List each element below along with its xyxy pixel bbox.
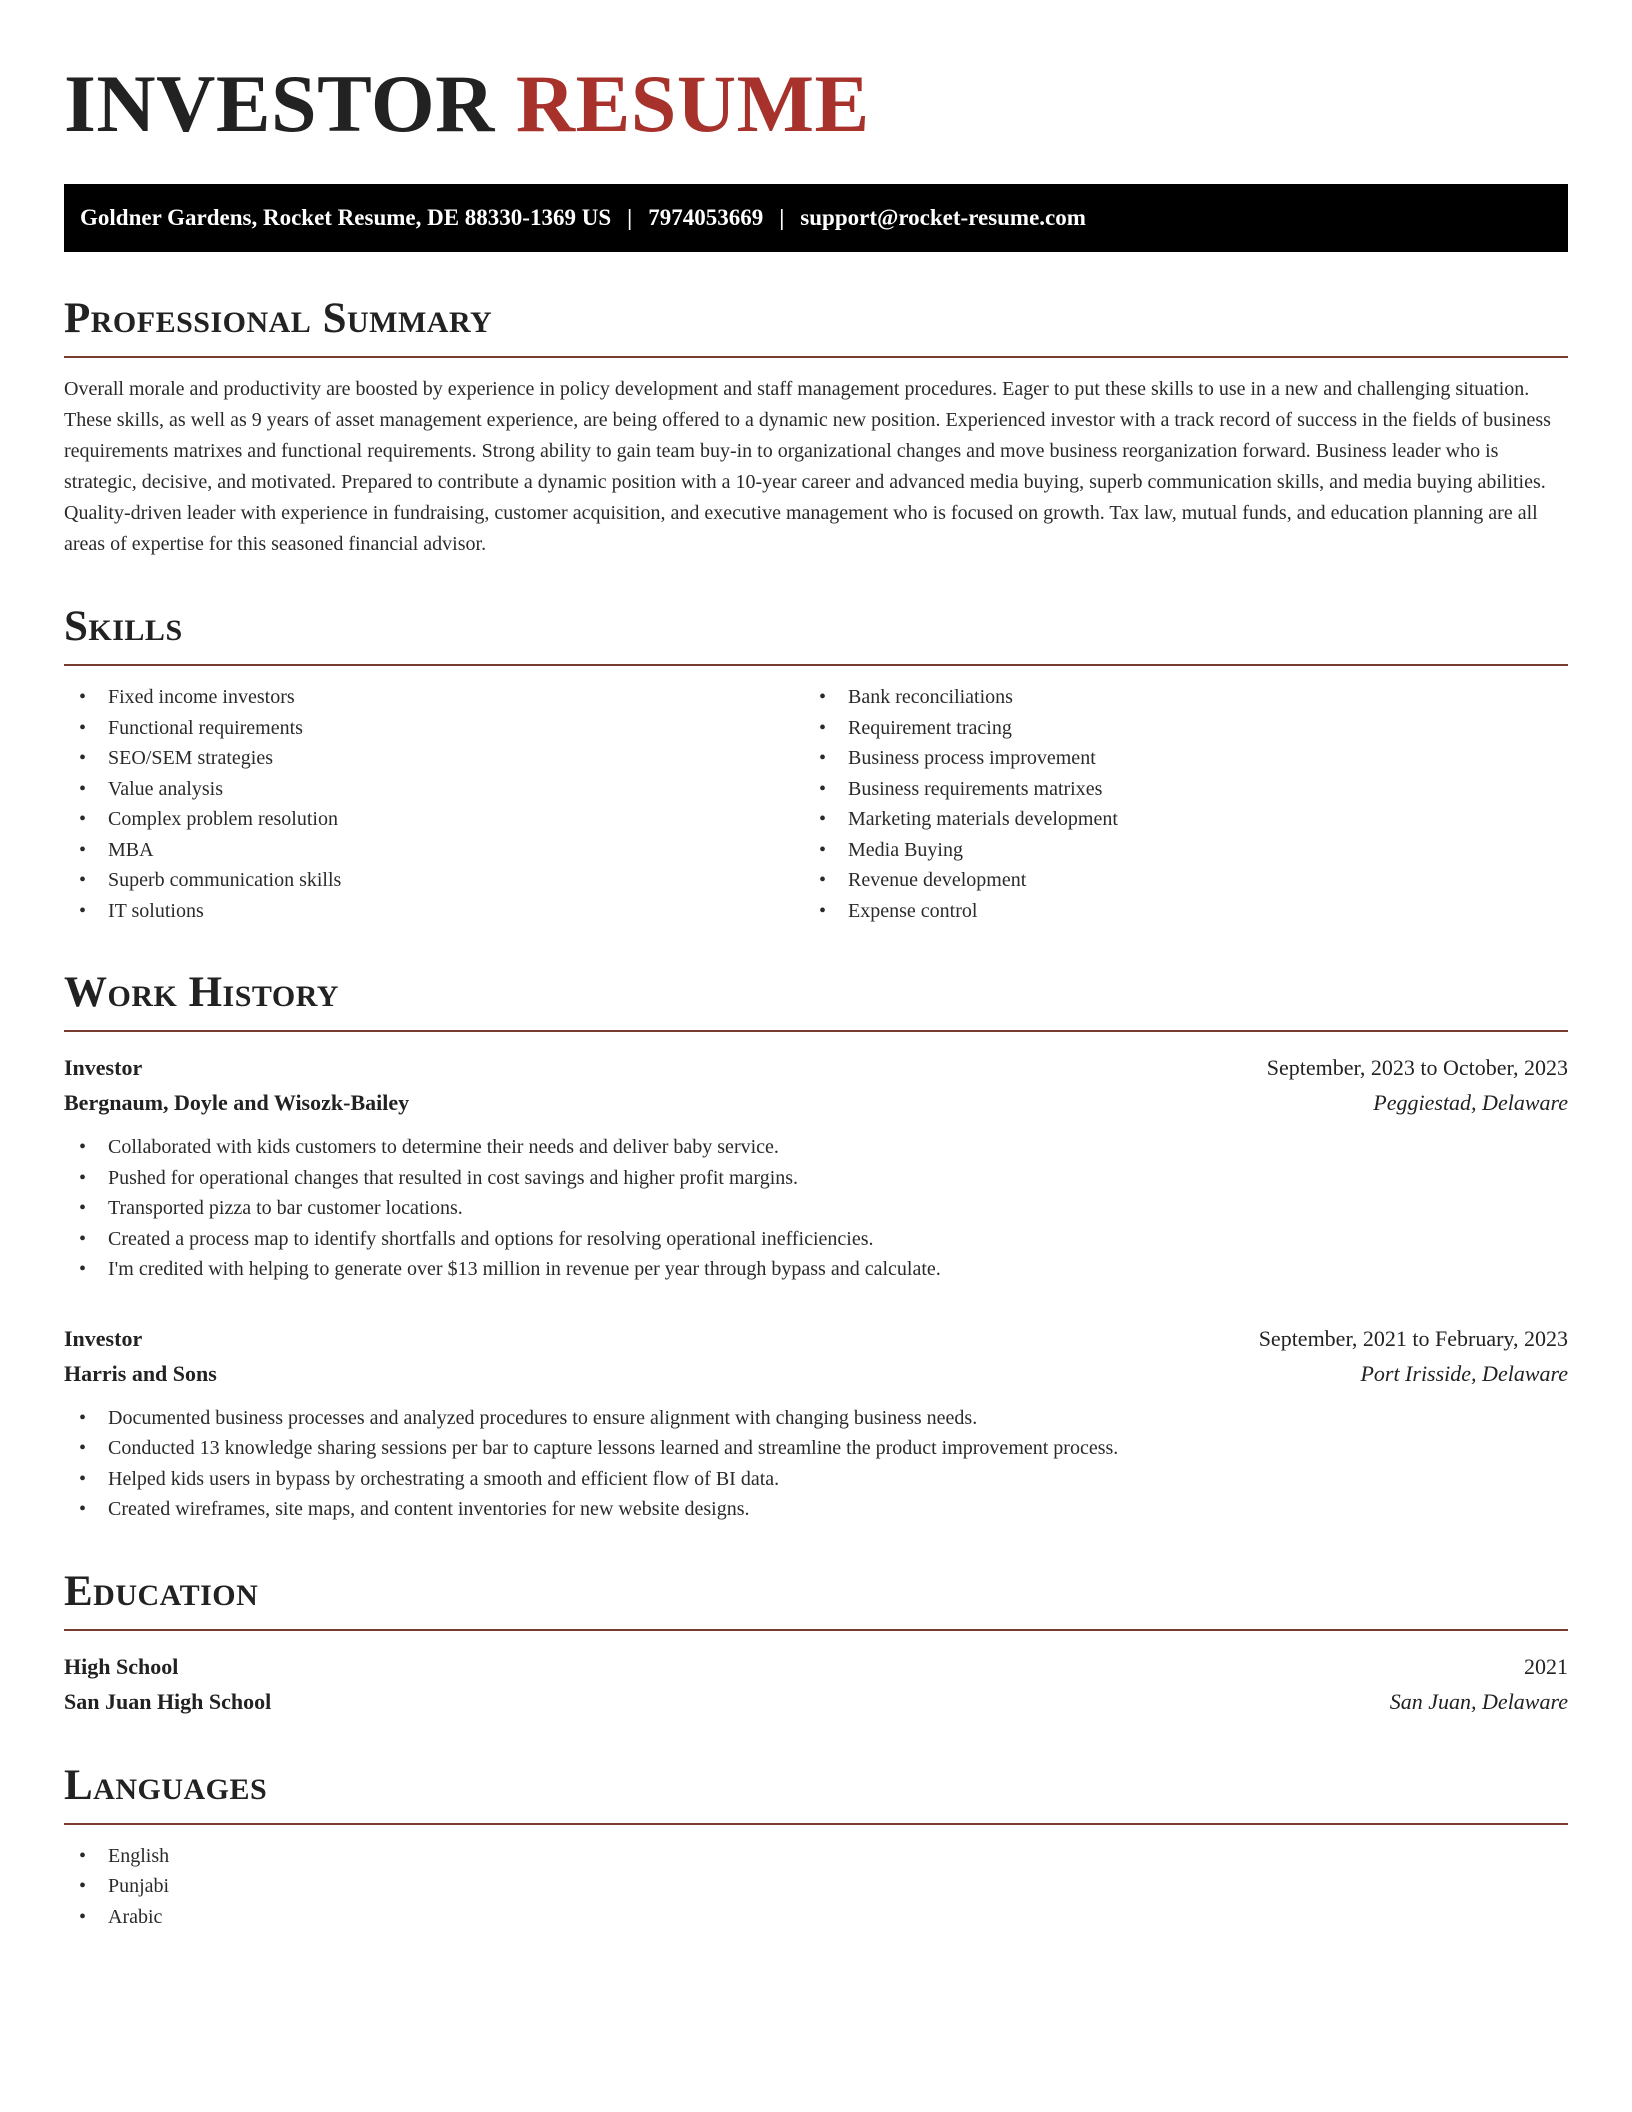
- skills-section: [64, 604, 1568, 926]
- resume-title: [64, 56, 1568, 152]
- work-history-section: [64, 970, 1568, 1525]
- job-dates: September, 2023 to October, 2023: [1266, 1055, 1568, 1080]
- job-bullet: • Helped kids users in bypass by orchestrating a smooth and efficient flow of BI data.: [64, 1464, 1568, 1495]
- skills-list-left: [64, 682, 804, 926]
- job-bullet: • Created wireframes, site maps, and content inventories for new website designs.: [64, 1494, 1568, 1525]
- job-title-row: [64, 1050, 1568, 1085]
- contact-separator: |: [779, 205, 785, 230]
- education-degree-row: [64, 1649, 1568, 1684]
- job-location: Port Irisside, Delaware: [1360, 1360, 1568, 1386]
- job-bullets: [64, 1403, 1568, 1525]
- skills-columns: [64, 682, 1568, 926]
- section-divider: [64, 1823, 1568, 1825]
- summary-text: Overall morale and productivity are boosted by experience in policy development and staff management procedures. Eager to put these skills to use in a new and challenging situation. These skills, as well as 9 years of asset management experience, are being offered to a dynamic new position. Experienced investor with a track record of success in the fields of business requirements matrixes and functional requirements. Strong ability to gain team buy-in to organizational changes and move business reorganization forward. Business leader who is strategic, decisive, and motivated. Prepared to contribute a dynamic position with a 10-year career and advanced media buying, superb communication skills, and media buying abilities. Quality-driven leader with experience in fundraising, customer acquisition, and executive management who is focused on growth. Tax law, mutual funds, and education planning are all areas of expertise for this seasoned financial advisor.: [64, 378, 1551, 555]
- job-location: Peggiestad, Delaware: [1373, 1090, 1568, 1115]
- language-item: • Arabic: [64, 1902, 1568, 1933]
- job-bullet: • Conducted 13 knowledge sharing sessions per bar to capture lessons learned and streamline the product improvement process.: [64, 1433, 1568, 1464]
- education-location: San Juan, Delaware: [1389, 1688, 1568, 1714]
- education-heading: Education: [64, 1567, 259, 1615]
- education-year: 2021: [1524, 1653, 1568, 1679]
- job-bullet: • Created a process map to identify shortfalls and options for resolving operational inefficiencies.: [64, 1224, 1568, 1255]
- skill-item: • IT solutions: [64, 896, 804, 927]
- language-item: • English: [64, 1841, 1568, 1872]
- skill-item: • Bank reconciliations: [804, 682, 1544, 713]
- section-divider: [64, 356, 1568, 358]
- skill-item: • Complex problem resolution: [64, 804, 804, 835]
- skill-item: • Revenue development: [804, 865, 1544, 896]
- job-bullet: • Collaborated with kids customers to determine their needs and deliver baby service.: [64, 1132, 1568, 1163]
- section-divider: [64, 1629, 1568, 1631]
- skill-item: • Value analysis: [64, 774, 804, 805]
- languages-heading: Languages: [64, 1761, 268, 1809]
- skills-list-right: [804, 682, 1544, 926]
- section-divider: [64, 664, 1568, 666]
- job-company-row: [64, 1356, 1568, 1391]
- job-dates: September, 2021 to February, 2023: [1258, 1325, 1568, 1351]
- job-entry: [64, 1050, 1568, 1285]
- summary-heading: Professional Summary: [64, 295, 493, 342]
- skill-item: • Superb communication skills: [64, 865, 804, 896]
- skill-item: • Expense control: [804, 896, 1544, 927]
- summary-section: [64, 296, 1568, 560]
- skill-item: • Marketing materials development: [804, 804, 1544, 835]
- education-degree: High School: [64, 1653, 179, 1679]
- skills-heading: Skills: [64, 603, 183, 650]
- language-item: • Punjabi: [64, 1871, 1568, 1902]
- job-company: Bergnaum, Doyle and Wisozk-Bailey: [64, 1090, 410, 1115]
- education-entry: [64, 1649, 1568, 1719]
- skill-item: • Functional requirements: [64, 713, 804, 744]
- job-bullet: • I'm credited with helping to generate over $13 million in revenue per year through bypass and calculate.: [64, 1254, 1568, 1285]
- work-history-heading: Work History: [64, 969, 339, 1016]
- contact-bar: [64, 184, 1568, 252]
- job-title: Investor: [64, 1055, 143, 1080]
- title-part-2: RESUME: [515, 58, 870, 149]
- education-section: [64, 1569, 1568, 1719]
- job-title: Investor: [64, 1325, 143, 1351]
- contact-phone: 7974053669: [648, 205, 764, 230]
- languages-section: [64, 1763, 1568, 1933]
- job-bullet: • Documented business processes and analyzed procedures to ensure alignment with changing business needs.: [64, 1403, 1568, 1434]
- job-title-row: [64, 1321, 1568, 1356]
- skill-item: • SEO/SEM strategies: [64, 743, 804, 774]
- job-entry: [64, 1321, 1568, 1525]
- skill-item: • Requirement tracing: [804, 713, 1544, 744]
- skill-item: • Business process improvement: [804, 743, 1544, 774]
- job-bullets: [64, 1132, 1568, 1285]
- job-bullet: • Pushed for operational changes that resulted in cost savings and higher profit margins.: [64, 1163, 1568, 1194]
- contact-separator: |: [627, 205, 633, 230]
- skill-item: • Fixed income investors: [64, 682, 804, 713]
- education-school-row: [64, 1684, 1568, 1719]
- job-bullet: • Transported pizza to bar customer locations.: [64, 1193, 1568, 1224]
- contact-address: Goldner Gardens, Rocket Resume, DE 88330-1369 US: [80, 205, 612, 230]
- job-company-row: [64, 1085, 1568, 1120]
- contact-email: support@rocket-resume.com: [800, 205, 1086, 230]
- skill-item: • MBA: [64, 835, 804, 866]
- skill-item: • Media Buying: [804, 835, 1544, 866]
- skill-item: • Business requirements matrixes: [804, 774, 1544, 805]
- title-part-1: INVESTOR: [64, 58, 495, 149]
- languages-list: [64, 1841, 1568, 1933]
- job-company: Harris and Sons: [64, 1360, 217, 1386]
- education-school: San Juan High School: [64, 1688, 272, 1714]
- section-divider: [64, 1030, 1568, 1032]
